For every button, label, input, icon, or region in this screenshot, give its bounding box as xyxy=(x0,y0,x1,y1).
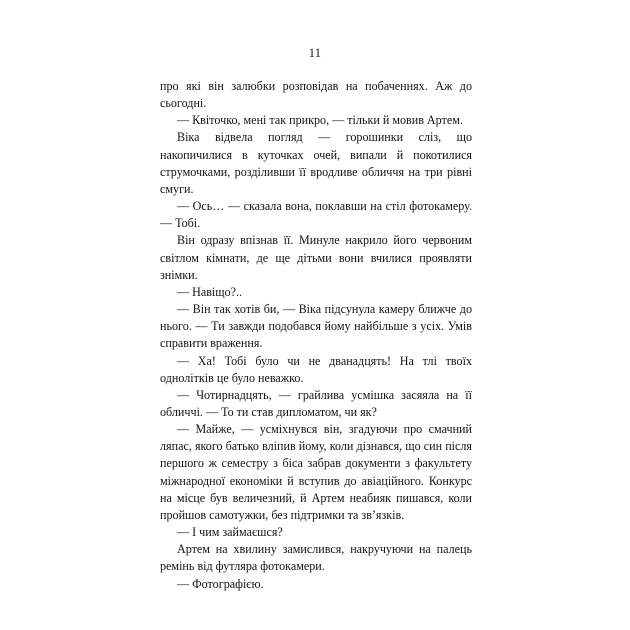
paragraph: — Чотирнадцять, — грайлива усмішка засяяла на її обличчі. — То ти став дипломатом, чи як? xyxy=(160,387,472,419)
paragraph: Він одразу впізнав її. Минуле накрило його червоним світлом кімнати, де ще дітьми вони вчилися проявляти знімки. xyxy=(160,233,472,282)
paragraph: Віка відвела погляд — горошинки сліз, що накопичилися в куточках очей, випали й покотилися струмочками, розділивши її вродливе обличчя на три рівні смуги. xyxy=(160,130,472,196)
paragraph: — Квіточко, мені так прикро, — тільки й мовив Артем. xyxy=(177,113,463,128)
page-number: 11 xyxy=(308,46,322,60)
paragraph: про які він залюбки розповідав на побаченнях. Аж до сьогодні. xyxy=(160,79,472,111)
paragraph: Артем на хвилину замислився, накручуючи на палець ремінь від футляра фотокамери. xyxy=(160,542,472,574)
paragraph: — Майже, — усміхнувся він, згадуючи про смачний ляпас, якого батько вліпив йому, коли дізнався, що син після першого ж семестру з біса забрав документи з факультету міжнародної економіки й вступив до авіаційного. Конкурс на місце був величезний, й Артем неабияк пишався, коли пройшов самотужки, без підтримки та зв’язків. xyxy=(160,422,472,522)
paragraph: — І чим займаєшся? xyxy=(177,525,283,540)
paragraph: — Ха! Тобі було чи не дванадцять! На тлі твоїх однолітків це було неважко. xyxy=(160,353,472,385)
paragraph: — Навіщо?.. xyxy=(177,284,243,299)
page-text-column xyxy=(160,78,472,593)
paragraph: — Ось… — сказала вона, поклавши на стіл фотокамеру. — Тобі. xyxy=(160,199,472,231)
paragraph: — Фотографією. xyxy=(177,576,264,591)
paragraph: — Він так хотів би, — Віка підсунула камеру ближче до нього. — Ти завжди подобався йому найбільше з усіх. Умів справити враження. xyxy=(160,302,472,351)
